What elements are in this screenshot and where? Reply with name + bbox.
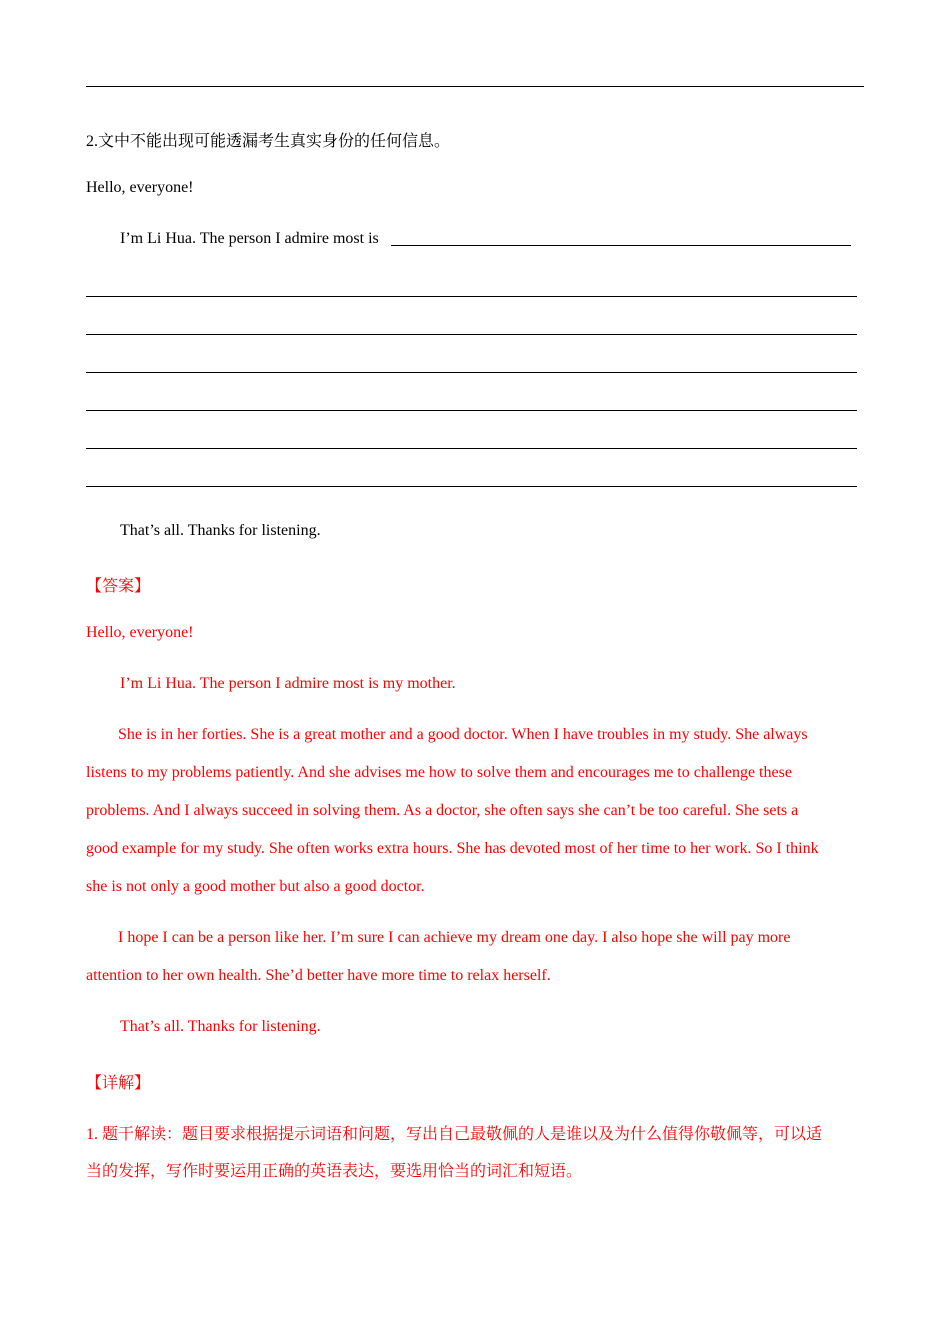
- writing-blank-line: [86, 372, 857, 373]
- answer-para1-line: She is in her forties. She is a great mother and a good doctor. When I have troubles in my study. She always: [118, 726, 808, 743]
- requirement-2: 2.文中不能出现可能透漏考生真实身份的任何信息。: [86, 133, 451, 150]
- answer-para1-line: she is not only a good mother but also a good doctor.: [86, 878, 425, 895]
- answer-para1-line: problems. And I always succeed in solving them. As a doctor, she often says she can’t be too careful. She sets a: [86, 802, 799, 819]
- answer-greeting: Hello, everyone!: [86, 624, 194, 641]
- intro-blank-line: [391, 245, 851, 246]
- answer-para2-line: I hope I can be a person like her. I’m sure I can achieve my dream one day. I also hope she will pay more: [118, 929, 791, 946]
- writing-blank-line: [86, 486, 857, 487]
- explanation-line: 1. 题干解读：题目要求根据提示词语和问题，写出自己最敬佩的人是谁以及为什么值得你敬佩等，可以适: [86, 1126, 823, 1143]
- writing-blank-line: [86, 448, 857, 449]
- question-closing: That’s all. Thanks for listening.: [120, 522, 321, 539]
- answer-intro: I’m Li Hua. The person I admire most is my mother.: [120, 675, 456, 692]
- explanation-line: 当的发挥，写作时要运用正确的英语表达，要选用恰当的词汇和短语。: [86, 1163, 583, 1180]
- explanation-heading: 【详解】: [86, 1075, 151, 1092]
- top-rule: [86, 86, 864, 87]
- writing-blank-line: [86, 296, 857, 297]
- question-intro: I’m Li Hua. The person I admire most is: [120, 230, 379, 247]
- writing-blank-line: [86, 334, 857, 335]
- answer-para2-line: attention to her own health. She’d better have more time to relax herself.: [86, 967, 551, 984]
- answer-heading: 【答案】: [86, 578, 151, 595]
- answer-closing: That’s all. Thanks for listening.: [120, 1018, 321, 1035]
- writing-blank-line: [86, 410, 857, 411]
- question-greeting: Hello, everyone!: [86, 179, 194, 196]
- answer-para1-line: listens to my problems patiently. And she advises me how to solve them and encourages me to challenge these: [86, 764, 792, 781]
- answer-para1-line: good example for my study. She often works extra hours. She has devoted most of her time to her work. So I think: [86, 840, 819, 857]
